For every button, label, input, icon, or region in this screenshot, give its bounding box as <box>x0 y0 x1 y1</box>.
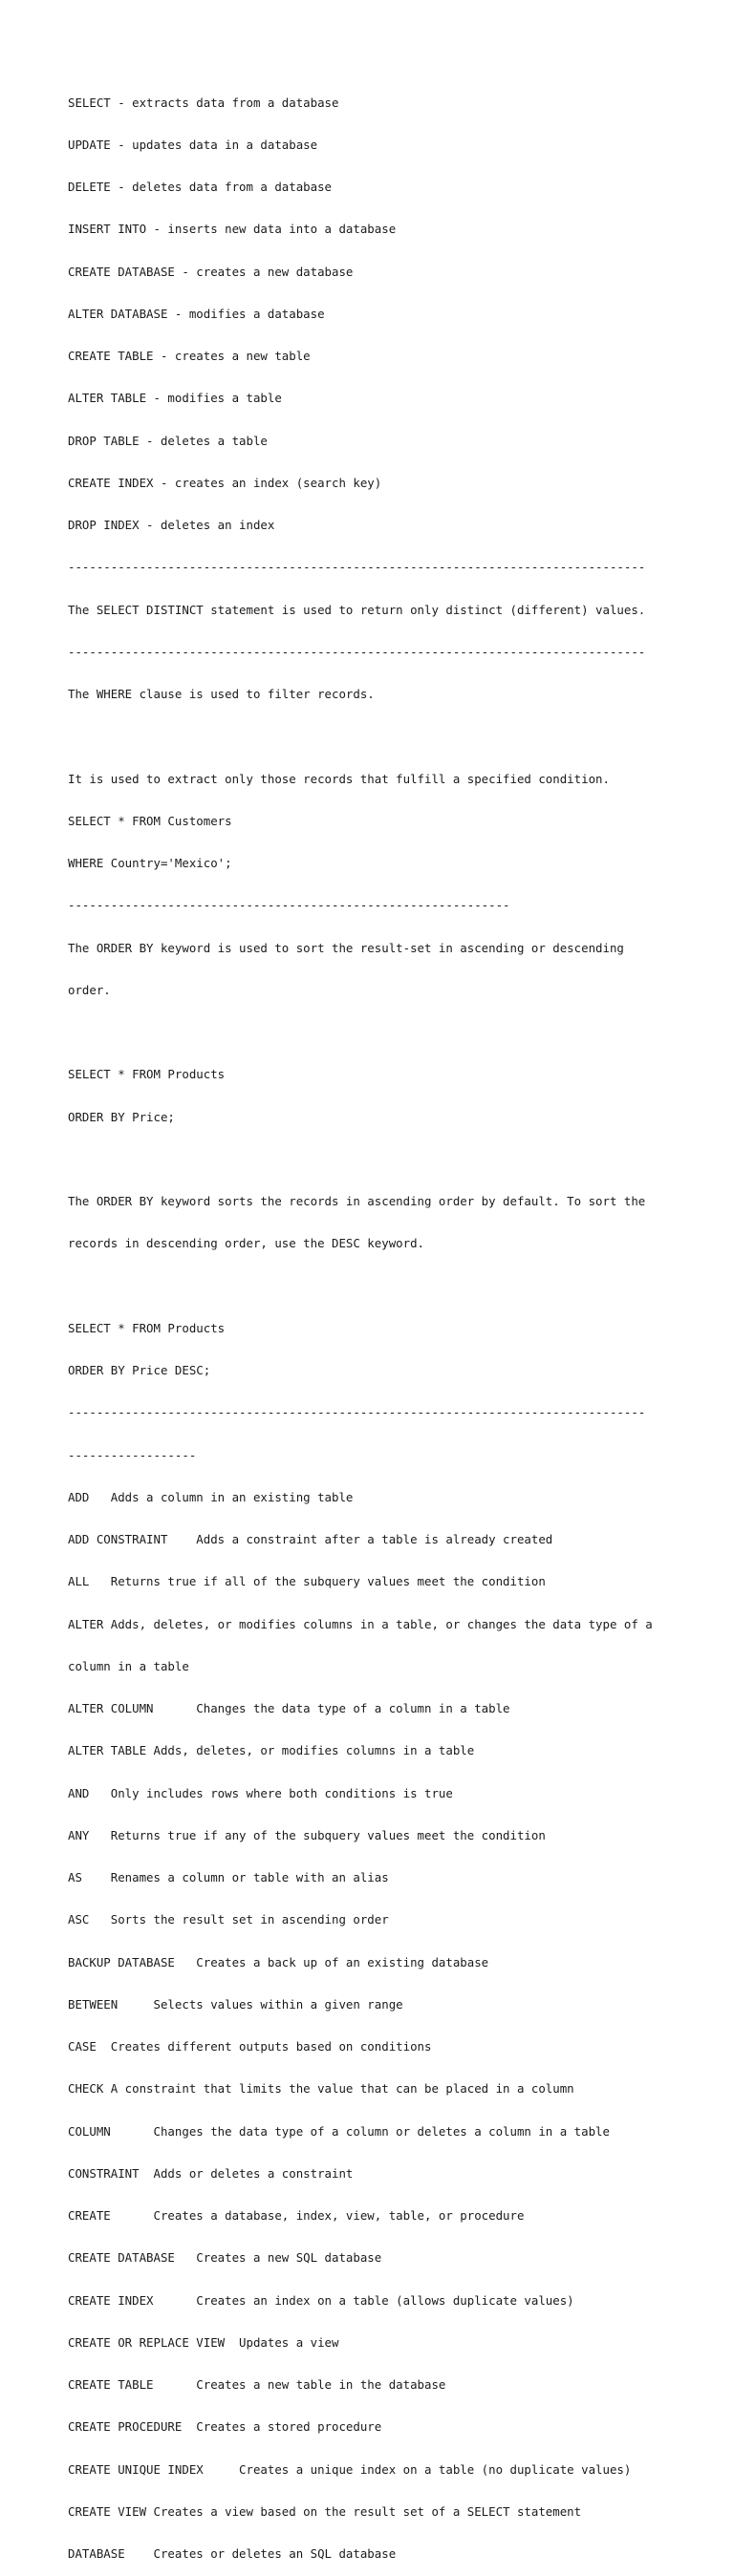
blank-line <box>68 730 699 744</box>
text-line: The ORDER BY keyword sorts the records in ascending order by default. To sort the <box>68 1194 646 1208</box>
keyword-line: CONSTRAINT Adds or deletes a constraint <box>68 2165 354 2181</box>
code-line: SELECT * FROM Products <box>68 1320 226 1335</box>
text-line: SELECT - extracts data from a database <box>68 95 339 110</box>
keyword-line: CASE Creates different outputs based on conditions <box>68 2039 432 2054</box>
code-line: ORDER BY Price; <box>68 1109 175 1124</box>
code-line: SELECT * FROM Products <box>68 1067 226 1082</box>
keyword-line: CREATE VIEW Creates a view based on the result set of a SELECT statement <box>68 2503 582 2519</box>
keyword-line: CREATE Creates a database, index, view, table, or procedure <box>68 2208 525 2223</box>
separator-line: --------------------------------------------------------------------------------- <box>68 1405 646 1420</box>
code-line: ORDER BY Price DESC; <box>68 1363 211 1377</box>
text-line: The WHERE clause is used to filter records. <box>68 687 375 701</box>
keyword-line: ADD CONSTRAINT Adds a constraint after a table is already created <box>68 1532 553 1546</box>
separator-line: -------------------------------------------------------------- <box>68 898 510 913</box>
keyword-line: CREATE TABLE Creates a new table in the database <box>68 2377 446 2392</box>
text-line: CREATE INDEX - creates an index (search key) <box>68 475 382 490</box>
text-line: order. <box>68 982 111 997</box>
separator-line: ------------------ <box>68 1447 197 1462</box>
text-line: The ORDER BY keyword is used to sort the result-set in ascending or descending <box>68 940 624 955</box>
text-line: CREATE DATABASE - creates a new database <box>68 264 354 279</box>
text-line: UPDATE - updates data in a database <box>68 137 318 152</box>
keyword-line: ALTER TABLE Adds, deletes, or modifies columns in a table <box>68 1743 475 1758</box>
keyword-line: CREATE OR REPLACE VIEW Updates a view <box>68 2334 339 2350</box>
keyword-line: column in a table <box>68 1658 189 1673</box>
text-line: INSERT INTO - inserts new data into a database <box>68 222 397 237</box>
text-line: DELETE - deletes data from a database <box>68 180 333 194</box>
text-line: The SELECT DISTINCT statement is used to return only distinct (different) values. <box>68 602 646 617</box>
code-line: SELECT * FROM Customers <box>68 813 232 828</box>
keyword-line: CREATE PROCEDURE Creates a stored procedure <box>68 2419 382 2435</box>
blank-line <box>68 1026 699 1040</box>
keyword-line: ALTER COLUMN Changes the data type of a column in a table <box>68 1701 510 1715</box>
keyword-line: ASC Sorts the result set in ascending order <box>68 1912 389 1927</box>
keyword-line: ANY Returns true if any of the subquery values meet the condition <box>68 1827 546 1842</box>
keyword-line: BACKUP DATABASE Creates a back up of an existing database <box>68 1954 489 1969</box>
keyword-line: CHECK A constraint that limits the value that can be placed in a column <box>68 2081 574 2097</box>
keyword-line: CREATE INDEX Creates an index on a table (allows duplicate values) <box>68 2292 574 2308</box>
text-line: records in descending order, use the DESC keyword. <box>68 1236 424 1251</box>
keyword-line: CREATE UNIQUE INDEX Creates a unique index on a table (no duplicate values) <box>68 2461 632 2477</box>
keyword-line: AS Renames a column or table with an alias <box>68 1870 389 1884</box>
keyword-line: ADD Adds a column in an existing table <box>68 1489 354 1504</box>
separator-line: --------------------------------------------------------------------------------- <box>68 560 646 575</box>
text-line: DROP TABLE - deletes a table <box>68 433 268 448</box>
blank-line <box>68 1280 699 1294</box>
code-line: WHERE Country='Mexico'; <box>68 856 232 870</box>
keyword-line: ALTER Adds, deletes, or modifies columns in a table, or changes the data type of a <box>68 1616 653 1631</box>
blank-line <box>68 1153 699 1167</box>
keyword-line: AND Only includes rows where both conditions is true <box>68 1785 453 1800</box>
text-line: ALTER DATABASE - modifies a database <box>68 306 325 321</box>
separator-line: --------------------------------------------------------------------------------- <box>68 644 646 659</box>
keyword-line: ALL Returns true if all of the subquery values meet the condition <box>68 1574 546 1589</box>
text-line: ALTER TABLE - modifies a table <box>68 391 282 406</box>
keyword-line: BETWEEN Selects values within a given range <box>68 1996 403 2012</box>
keyword-line: COLUMN Changes the data type of a column or deletes a column in a table <box>68 2123 610 2139</box>
text-line: CREATE TABLE - creates a new table <box>68 349 311 363</box>
keyword-line: DATABASE Creates or deletes an SQL database <box>68 2546 397 2561</box>
text-line: DROP INDEX - deletes an index <box>68 518 275 532</box>
text-line: It is used to extract only those records that fulfill a specified condition. <box>68 771 610 786</box>
keyword-line: CREATE DATABASE Creates a new SQL database <box>68 2250 382 2266</box>
document-page <box>68 68 699 2576</box>
